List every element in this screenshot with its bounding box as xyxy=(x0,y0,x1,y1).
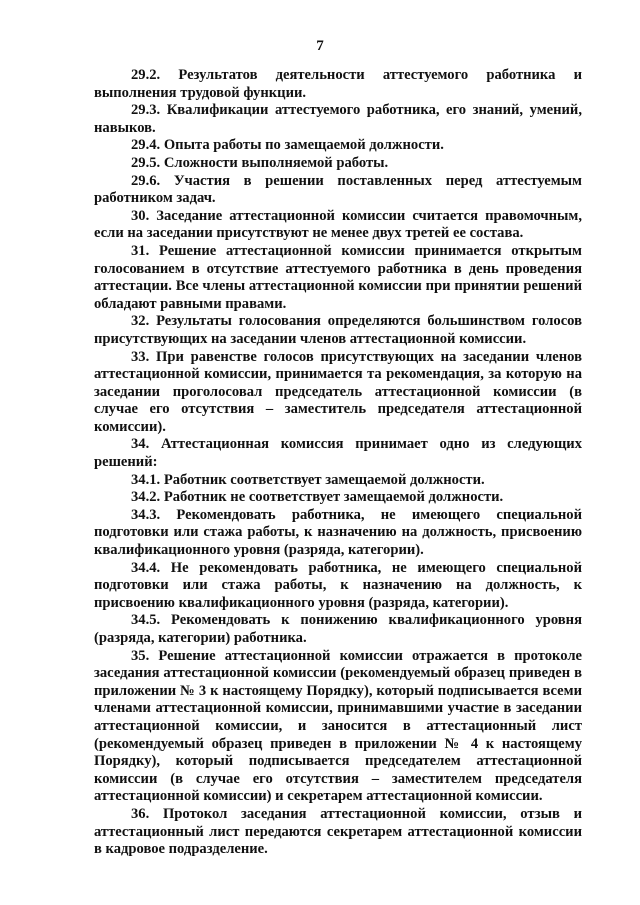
paragraph-29-5: 29.5. Сложности выполняемой работы. xyxy=(131,154,389,171)
paragraph-34-2: 34.2. Работник не соответствует замещаемой должности. xyxy=(131,489,504,506)
paragraph-30: 30. Заседание аттестационной комиссии считается правомочным, если на заседании присутствуют не менее двух третей ее состава. xyxy=(94,207,582,242)
paragraph-29-2: 29.2. Результатов деятельности аттестуемого работника и выполнения трудовой функции. xyxy=(94,67,582,101)
paragraph-34: 34. Аттестационная комиссия принимает одно из следующих решений: xyxy=(94,436,582,471)
paragraph-34-3: 34.3. Рекомендовать работника, не имеющего специальной подготовки или стажа работы, к назначению на должность, присвоению квалификационного уровня (разряда, категории). xyxy=(94,506,582,559)
paragraph-34-5: 34.5. Рекомендовать к понижению квалификационного уровня (разряда, категории) работника. xyxy=(94,612,582,646)
paragraph-29-4: 29.4. Опыта работы по замещаемой должности. xyxy=(131,137,444,154)
paragraph-32: 32. Результаты голосования определяются большинством голосов присутствующих на заседании членов аттестационной комиссии. xyxy=(94,313,582,347)
paragraph-29-3: 29.3. Квалификации аттестуемого работника, его знаний, умений, навыков. xyxy=(94,102,582,136)
paragraph-35: 35. Решение аттестационной комиссии отражается в протоколе заседания аттестационной комиссии (рекомендуемый образец приведен в приложении № 3 к настоящему Порядку), который подписывается всеми членами аттестационной комиссии, принимавшими участие в заседании аттестационной комиссии, и заносится в аттестационный лист (рекомендуемый образец приведен в приложении № 4 к настоящему Порядку), который подписывается председателем аттестационной комиссии (в случае его отсутствия – заместителем председателя аттестационной комиссии) и секретарем аттестационной комиссии. xyxy=(94,647,582,805)
document-body xyxy=(94,67,582,859)
paragraph-36: 36. Протокол заседания аттестационной комиссии, отзыв и аттестационный лист передаются секретарем аттестационной комиссии в кадровое подразделение. xyxy=(94,805,582,858)
paragraph-34-1: 34.1. Работник соответствует замещаемой должности. xyxy=(131,471,485,488)
paragraph-29-6: 29.6. Участия в решении поставленных перед аттестуемым работником задач. xyxy=(94,172,582,207)
page-number: 7 xyxy=(316,38,324,54)
paragraph-34-4: 34.4. Не рекомендовать работника, не имеющего специальной подготовки или стажа работы, к назначению на должность, к присвоению квалификационного уровня (разряда, категории). xyxy=(94,559,582,611)
paragraph-31: 31. Решение аттестационной комиссии принимается открытым голосованием в отсутствие аттестуемого работника в день проведения аттестации. Все члены аттестационной комиссии при принятии решений обладают равными правами. xyxy=(94,242,582,312)
paragraph-33: 33. При равенстве голосов присутствующих на заседании членов аттестационной комиссии, принимается та рекомендация, за которую на заседании проголосовал председатель аттестационной комиссии (в случае его отсутствия – заместитель председателя аттестационной комиссии). xyxy=(94,348,582,435)
